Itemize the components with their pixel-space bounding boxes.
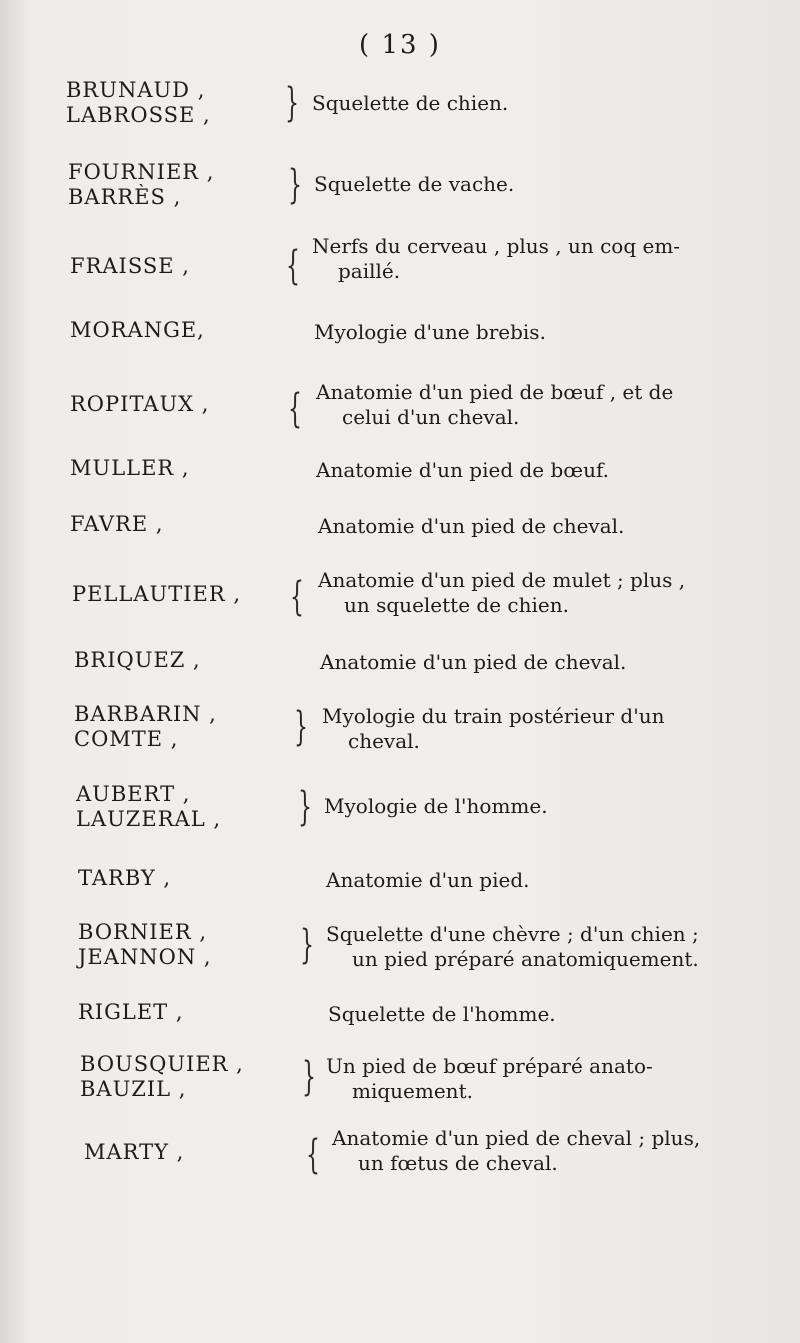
entry-names — [84, 1140, 184, 1165]
brace: } — [288, 162, 302, 208]
description-line: Anatomie d'un pied de cheval ; plus, — [332, 1126, 701, 1150]
entry-description — [326, 922, 766, 972]
brace: } — [285, 80, 299, 126]
description-line: Anatomie d'un pied de mulet ; plus , — [318, 568, 686, 592]
name: LAUZERAL , — [76, 807, 222, 831]
name: BORNIER , — [78, 920, 208, 944]
brace: } — [298, 784, 312, 830]
entry-names — [74, 702, 217, 752]
description-line: Squelette d'une chèvre ; d'un chien ; — [326, 922, 699, 946]
description-line: Squelette de chien. — [312, 91, 509, 115]
name: MULLER , — [70, 456, 190, 480]
entry-description — [316, 458, 756, 483]
description-line: Myologie d'une brebis. — [314, 320, 546, 344]
description-line: Nerfs du cerveau , plus , un coq em- — [312, 234, 681, 258]
entry — [0, 782, 800, 852]
name: BRUNAUD , — [66, 78, 206, 102]
entry-description — [318, 568, 758, 618]
entry — [0, 920, 800, 990]
entry-names — [72, 582, 241, 607]
entry — [0, 380, 800, 450]
entry-description — [314, 172, 754, 197]
entry — [0, 234, 800, 304]
name: BARRÈS , — [68, 185, 182, 209]
description-line: Anatomie d'un pied de cheval. — [318, 514, 625, 538]
description-line: miquement. — [352, 1079, 473, 1103]
name: BAUZIL , — [80, 1077, 187, 1101]
name: FAVRE , — [70, 512, 164, 536]
entry — [0, 1052, 800, 1122]
entry-names — [70, 512, 164, 537]
entry-description — [326, 1054, 766, 1104]
name: TARBY , — [78, 866, 172, 890]
name: FRAISSE , — [70, 254, 190, 278]
name: COMTE , — [74, 727, 179, 751]
brace: { — [286, 243, 300, 289]
entry-description — [314, 320, 754, 345]
name: FOURNIER , — [68, 160, 215, 184]
brace: } — [300, 922, 314, 968]
entry-names — [78, 1000, 184, 1025]
description-line: Squelette de l'homme. — [328, 1002, 556, 1026]
entry-names — [68, 160, 214, 210]
entry-description — [322, 704, 762, 754]
entry-names — [70, 456, 190, 481]
description-line: Anatomie d'un pied de cheval. — [320, 650, 627, 674]
description-line: Un pied de bœuf préparé anato- — [326, 1054, 653, 1078]
description-line: Squelette de vache. — [314, 172, 515, 196]
entry-description — [332, 1126, 772, 1176]
name: ROPITAUX , — [70, 392, 210, 416]
name: BRIQUEZ , — [74, 648, 201, 672]
page-number: ( 13 ) — [359, 30, 441, 60]
description-line: Anatomie d'un pied. — [326, 868, 530, 892]
brace: } — [302, 1054, 316, 1100]
description-line: Anatomie d'un pied de bœuf. — [316, 458, 609, 482]
entry-description — [318, 514, 758, 539]
entry-description — [320, 650, 760, 675]
description-line: un fœtus de cheval. — [358, 1151, 558, 1175]
name: BARBARIN , — [74, 702, 217, 726]
entry-names — [66, 78, 211, 128]
description-line: Myologie de l'homme. — [324, 794, 548, 818]
brace: { — [290, 574, 304, 620]
name: PELLAUTIER , — [72, 582, 242, 606]
name: BOUSQUIER , — [80, 1052, 244, 1076]
entry-description — [312, 91, 752, 116]
entry-description — [324, 794, 764, 819]
entry — [0, 160, 800, 230]
entry-description — [326, 868, 766, 893]
entry-names — [70, 318, 205, 343]
brace: { — [306, 1132, 320, 1178]
entry — [0, 1126, 800, 1196]
entry-names — [78, 866, 171, 891]
entry — [0, 702, 800, 772]
name: LABROSSE , — [66, 103, 211, 127]
brace: } — [294, 704, 308, 750]
entry-names — [70, 254, 190, 279]
description-line: un squelette de chien. — [344, 593, 569, 617]
description-line: Myologie du train postérieur d'un — [322, 704, 665, 728]
description-line: cheval. — [348, 729, 420, 753]
entry-names — [70, 392, 209, 417]
brace: { — [288, 386, 302, 432]
entry-names — [78, 920, 212, 970]
name: MARTY , — [84, 1140, 185, 1164]
description-line: celui d'un cheval. — [342, 405, 520, 429]
description-line: Anatomie d'un pied de bœuf , et de — [316, 380, 674, 404]
name: AUBERT , — [76, 782, 191, 806]
entry-description — [316, 380, 756, 430]
entry — [0, 568, 800, 638]
entry-description — [328, 1002, 768, 1027]
name: RIGLET , — [78, 1000, 184, 1024]
description-line: un pied préparé anatomiquement. — [352, 947, 699, 971]
entry-description — [312, 234, 752, 284]
entry-names — [80, 1052, 244, 1102]
entry-names — [76, 782, 221, 832]
name: JEANNON , — [78, 945, 212, 969]
entry-names — [74, 648, 201, 673]
name: MORANGE, — [70, 318, 205, 342]
description-line: paillé. — [338, 259, 401, 283]
entry — [0, 78, 800, 148]
entry — [0, 318, 800, 388]
